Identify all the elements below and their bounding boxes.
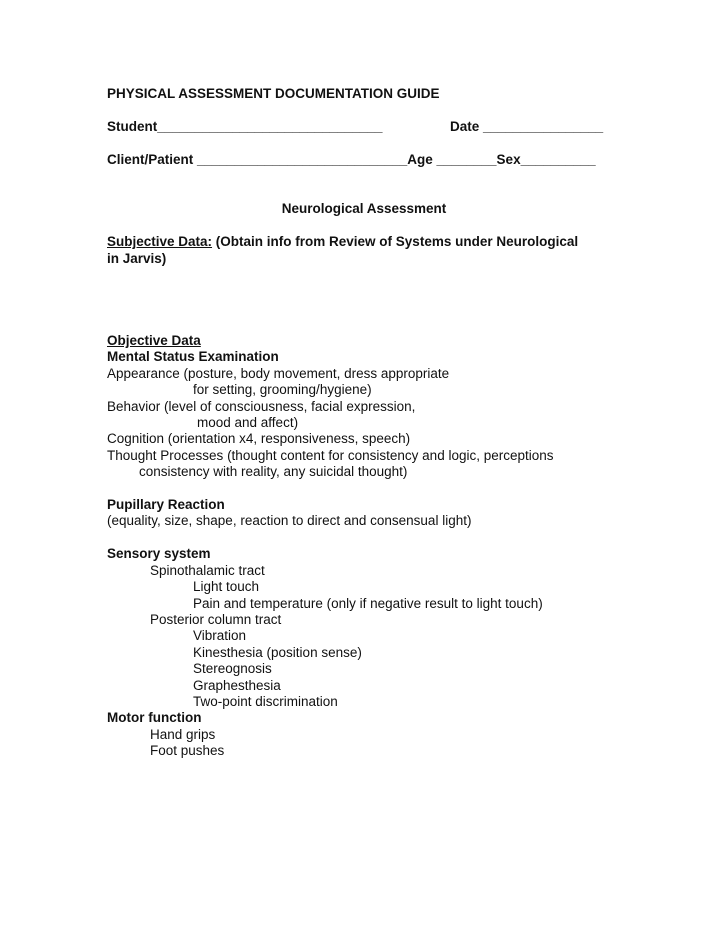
mental-status-line: Behavior (level of consciousness, facial expression, — [107, 399, 416, 414]
mental-status-line: Thought Processes (thought content for consistency and logic, perceptions — [107, 448, 554, 463]
sensory-heading: Sensory system — [107, 546, 211, 561]
sensory-item: Graphesthesia — [193, 678, 281, 693]
sensory-item: Pain and temperature (only if negative result to light touch) — [193, 596, 543, 611]
subjective-label: Subjective Data: — [107, 234, 213, 249]
section-title: Neurological Assessment — [281, 201, 447, 216]
document-title: PHYSICAL ASSESSMENT DOCUMENTATION GUIDE — [107, 86, 440, 101]
sensory-item: Vibration — [193, 628, 247, 643]
objective-label: Objective Data — [107, 333, 201, 348]
student-field: Student______________________________ — [107, 119, 383, 134]
posterior-column-tract: Posterior column tract — [150, 612, 282, 627]
client-patient-field: Client/Patient ____________________________Age ________Sex__________ — [107, 152, 596, 167]
mental-status-line: Appearance (posture, body movement, dress appropriate — [107, 366, 450, 381]
subjective-instructions: (Obtain info from Review of Systems under Neurological — [212, 234, 579, 249]
motor-heading: Motor function — [107, 710, 202, 725]
mental-status-line: Cognition (orientation x4, responsiveness, speech) — [107, 431, 411, 446]
mental-status-line: for setting, grooming/hygiene) — [193, 382, 372, 397]
mental-status-line: mood and affect) — [197, 415, 299, 430]
spinothalamic-tract: Spinothalamic tract — [150, 563, 265, 578]
sensory-item: Two-point discrimination — [193, 694, 338, 709]
motor-item: Hand grips — [150, 727, 216, 742]
pupillary-heading: Pupillary Reaction — [107, 497, 225, 512]
sensory-item: Kinesthesia (position sense) — [193, 645, 362, 660]
subjective-data-line — [107, 234, 578, 250]
mental-status-line: consistency with reality, any suicidal thought) — [139, 464, 408, 479]
sensory-item: Stereognosis — [193, 661, 272, 676]
motor-item: Foot pushes — [150, 743, 225, 758]
subjective-instructions-cont: in Jarvis) — [107, 251, 167, 266]
mental-status-heading: Mental Status Examination — [107, 349, 279, 364]
sensory-item: Light touch — [193, 579, 260, 594]
pupillary-text: (equality, size, shape, reaction to direct and consensual light) — [107, 513, 472, 528]
date-field: Date ________________ — [450, 119, 604, 134]
